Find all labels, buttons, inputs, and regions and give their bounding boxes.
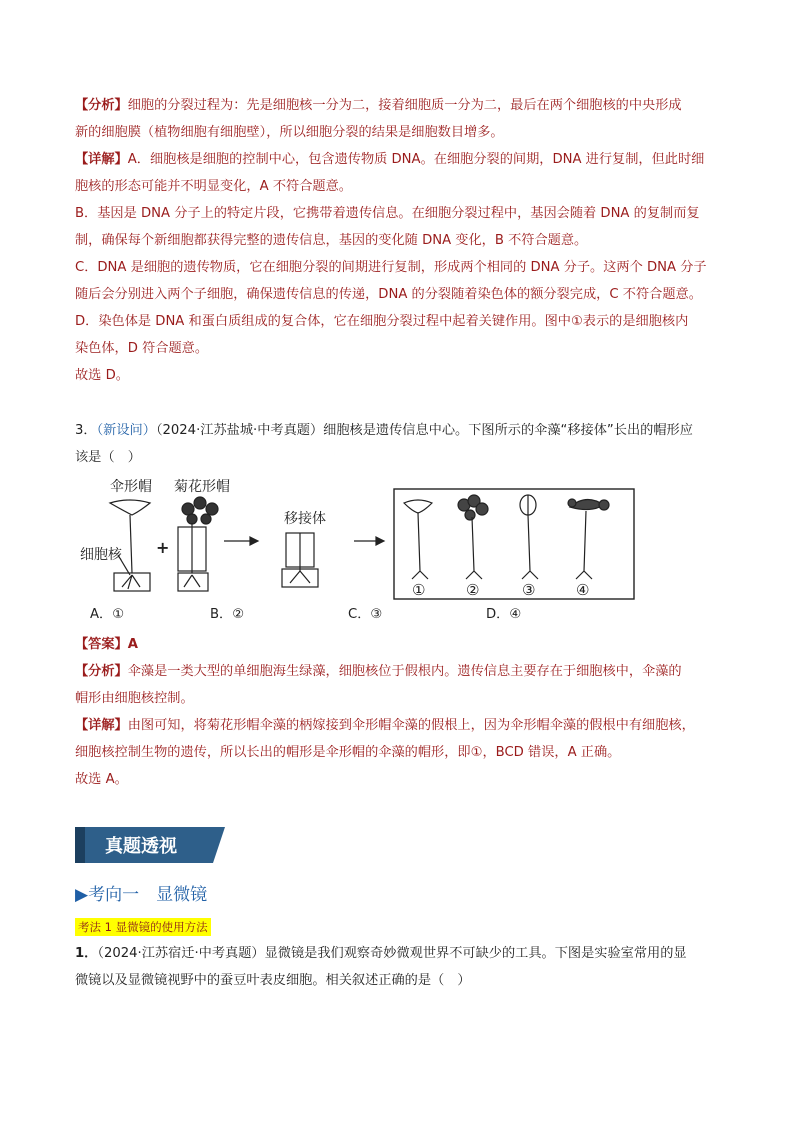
option-a[interactable]: A．① xyxy=(90,607,125,622)
detail-line: 由图可知，将菊花形帽伞藻的柄嫁接到伞形帽伞藻的假根上，因为伞形帽伞藻的假根中有细胞核， xyxy=(127,718,695,733)
detail-block xyxy=(75,146,735,389)
question-tag: （新设问） xyxy=(96,423,156,438)
result-label-1: ① xyxy=(412,581,426,599)
question-number: 1． xyxy=(75,946,98,961)
label-chrysanthemum-cap: 菊花形帽 xyxy=(174,479,230,495)
detail-line: 细胞核控制生物的遗传，所以长出的帽形是伞形帽的伞藻的帽形，即①，BCD 错误，A 正确。 xyxy=(75,745,621,760)
detail-line: C．DNA 是细胞的遗传物质，它在细胞分裂的间期进行复制，形成两个相同的 DNA 分子。这两个 DNA 分子 xyxy=(75,260,707,275)
choose-line: 故选 D。 xyxy=(75,368,129,383)
question-text: 细胞核是遗传信息中心。下图所示的伞藻“移接体”长出的帽形应 xyxy=(323,423,693,438)
label-umbrella-cap: 伞形帽 xyxy=(110,479,152,495)
answer-tag: 【答案】 xyxy=(75,637,128,652)
detail-line: 制，确保每个新细胞都获得完整的遗传信息，基因的变化随 DNA 变化，B 不符合题意。 xyxy=(75,233,588,248)
question-text: 微镜以及显微镜视野中的蚕豆叶表皮细胞。相关叙述正确的是（ ） xyxy=(75,973,471,988)
acetabularia-graft-figure xyxy=(78,475,638,603)
option-c[interactable]: C．③ xyxy=(348,607,383,622)
analysis-block xyxy=(75,92,735,146)
detail-line: 胞核的形态可能并不明显变化，A 不符合题意。 xyxy=(75,179,352,194)
section-banner-title: 真题透视 xyxy=(105,836,177,857)
question-source: （2024·江苏盐城·中考真题） xyxy=(155,423,324,438)
detail-line: A．细胞核是细胞的控制中心，包含遗传物质 DNA。在细胞分裂的间期，DNA 进行复制，但此时细 xyxy=(127,152,705,167)
analysis-line: 伞藻是一类大型的单细胞海生绿藻，细胞核位于假根内。遗传信息主要存在于细胞核中，伞藻的 xyxy=(127,664,682,679)
answer-value: A xyxy=(127,637,138,652)
question-source: （2024·江苏宿迁·中考真题） xyxy=(97,946,265,961)
question-1 xyxy=(75,940,735,994)
result-label-4: ④ xyxy=(576,581,590,599)
analysis-tag: 【分析】 xyxy=(75,98,128,113)
label-graft: 移接体 xyxy=(284,511,326,527)
question-text: 显微镜是我们观察奇妙微观世界不可缺少的工具。下图是实验室常用的显 xyxy=(264,946,687,961)
chrysanthemum-cap-plant xyxy=(178,497,218,591)
question-3 xyxy=(75,417,735,471)
graft-plant xyxy=(282,533,318,587)
analysis-line: 新的细胞膜（植物细胞有细胞壁），所以细胞分裂的结果是细胞数目增多。 xyxy=(75,125,504,140)
umbrella-cap-plant xyxy=(110,500,150,591)
analysis-tag: 【分析】 xyxy=(75,664,128,679)
choose-line: 故选 A。 xyxy=(75,772,128,787)
option-d[interactable]: D．④ xyxy=(486,607,522,622)
result-label-2: ② xyxy=(466,581,480,599)
detail-tag: 【详解】 xyxy=(75,718,128,733)
detail-line: D．染色体是 DNA 和蛋白质组成的复合体，它在细胞分裂过程中起着关键作用。图中①表示的是细胞核内 xyxy=(75,314,689,329)
label-nucleus: 细胞核 xyxy=(80,547,122,563)
result-plants xyxy=(404,495,609,579)
detail-tag: 【详解】 xyxy=(75,152,128,167)
detail-line: 随后会分别进入两个子细胞，确保遗传信息的传递，DNA 的分裂随着染色体的额分裂完成，C 不符合题意。 xyxy=(75,287,702,302)
option-b[interactable]: B．② xyxy=(210,607,245,622)
answer-block xyxy=(75,631,735,793)
analysis-line: 细胞的分裂过程为：先是细胞核一分为二，接着细胞质一分为二，最后在两个细胞核的中央形成 xyxy=(127,98,682,113)
question-text: 该是（ ） xyxy=(75,450,141,465)
detail-line: 染色体，D 符合题意。 xyxy=(75,341,209,356)
arrow-right xyxy=(224,537,384,545)
section-banner xyxy=(75,827,225,863)
detail-line: B．基因是 DNA 分子上的特定片段，它携带着遗传信息。在细胞分裂过程中，基因会随着 DNA 的复制而复 xyxy=(75,206,700,221)
analysis-line: 帽形由细胞核控制。 xyxy=(75,691,194,706)
plus-sign: + xyxy=(156,538,170,557)
topic-heading: ▶考向一 显微镜 xyxy=(75,885,208,905)
method-label: 考法 1 显微镜的使用方法 xyxy=(75,918,211,936)
result-label-3: ③ xyxy=(522,581,536,599)
question-number: 3． xyxy=(75,423,97,438)
